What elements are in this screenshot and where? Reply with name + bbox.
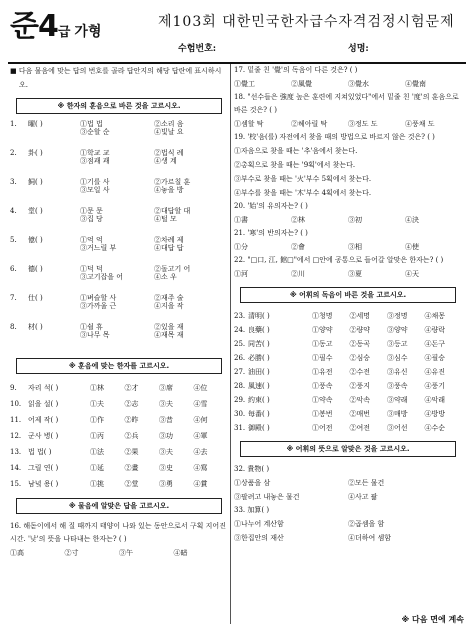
option[interactable]: ②가르칠 훈 (154, 178, 191, 186)
question-17: 17. 밑줄 친 '覺'의 독음이 다른 것은? ( ) (234, 66, 358, 74)
option[interactable]: ③거느릴 부 (80, 244, 117, 253)
option[interactable]: ④決 (405, 216, 419, 224)
option[interactable]: ①동고 (312, 339, 333, 348)
option[interactable]: ④대답 답 (154, 244, 184, 253)
option[interactable]: ④雪 (193, 399, 208, 408)
option[interactable]: ③정도 도 (348, 120, 378, 128)
option[interactable]: ④유진 (424, 367, 446, 376)
option[interactable]: ③覺水 (348, 80, 369, 88)
question-list-23-31 (234, 309, 462, 435)
question-26: 26. 必勝( ) ①필수 ②심승 ③심수 ④필승 (234, 351, 462, 365)
option[interactable]: ④부수를 찾을 때는 '木'부수 4획에서 찾는다. (234, 189, 372, 197)
option[interactable]: ①문 문 (80, 207, 103, 215)
question-22-options (234, 267, 462, 281)
option[interactable]: ①作 (90, 415, 104, 424)
grade-type: 가형 (74, 24, 102, 40)
option[interactable]: ②川 (291, 270, 305, 278)
option[interactable]: ③팔려고 내놓은 물건 (234, 493, 300, 501)
option[interactable]: ②畫 (124, 463, 139, 472)
option[interactable]: ③유신 (387, 367, 408, 376)
question-22: 22. "□口, 江, 館□"에서 □안에 공통으로 들어갈 알맞은 한자는? ( ) (234, 256, 444, 264)
question-25: 25. 同苦( ) ①동고 ②동곡 ③등고 ④돈구 (234, 337, 462, 351)
question-18-options (234, 117, 462, 131)
option[interactable]: ③가까울 근 (80, 302, 117, 311)
option[interactable]: ④놓을 방 (154, 186, 184, 195)
question-32: 32. 貴物( ) (234, 465, 270, 473)
question-19: 19. '校'음(를) 자전에서 찾을 때의 방법으로 바르지 않은 것은? ( ) (234, 133, 435, 141)
option[interactable]: ③모일 사 (80, 186, 110, 195)
left-column (10, 64, 228, 624)
instructions: ■ 다음 물음에 맞는 답의 번호를 골라 답안지의 해당 답란에 표시하시오. (10, 67, 222, 89)
option[interactable]: ④소 우 (154, 273, 177, 282)
option[interactable]: ①쉴 휴 (80, 323, 103, 331)
option[interactable]: ①나누어 계산함 (234, 520, 284, 528)
option[interactable]: ③어선 (387, 423, 408, 432)
option[interactable]: ②林 (291, 216, 305, 224)
option[interactable]: ②악속 (349, 395, 371, 404)
option[interactable]: ③매방 (387, 409, 408, 418)
exam-title: 제103회 대한민국한자급수자격검정시험문제 (158, 14, 455, 30)
grade-label (10, 10, 101, 45)
question-23: 23. 清明( ) ①청명 ②세명 ③정명 ④채몽 (234, 309, 462, 323)
question-15: 15. 남녘 용( ) ①挑 ②堂 ③勇 ④賞 (10, 476, 228, 492)
option[interactable]: ③집 당 (80, 215, 103, 224)
question-1: 1. 曜( ) ①법 법 ②소리 음 ③순할 순 ④빛날 요 (10, 120, 228, 149)
option[interactable]: ④寫 (193, 463, 208, 472)
option[interactable]: ②寸 (64, 549, 79, 557)
continue-notice: ※ 다음 면에 계속 (401, 614, 464, 624)
option[interactable]: ①林 (90, 383, 104, 392)
section-heading-reading: ※ 어휘의 독음이 바른 것을 고르시오. (240, 287, 456, 303)
question-27: 27. 油田( ) ①유전 ②수전 ③유신 ④유진 (234, 365, 462, 379)
question-17-options (234, 77, 462, 91)
option[interactable]: ③功 (159, 431, 173, 440)
option[interactable]: ②果 (124, 447, 139, 456)
option[interactable]: ②있을 재 (154, 323, 184, 331)
name-label: 성명: (348, 44, 369, 54)
grade-number: 준4 (10, 9, 58, 44)
option[interactable]: ②여전 (349, 423, 371, 432)
option[interactable]: ③夫 (159, 447, 173, 456)
option[interactable]: ①分 (234, 243, 248, 251)
option[interactable]: ②風覺 (291, 80, 312, 88)
question-18: 18. "선수들은 強度 높은 훈련에 지쳐있었다"에서 밑줄 친 '度'의 훈음으로 바른 것은? ( ) (234, 93, 459, 114)
option[interactable]: ③史 (159, 463, 173, 472)
option[interactable]: ①덕 덕 (80, 265, 103, 273)
option[interactable]: ③勇 (159, 479, 173, 488)
question-9: 9. 자리 석( ) ①林 ②才 ③席 ④位 (10, 380, 228, 396)
option[interactable]: ④使 (405, 243, 419, 251)
section-heading-meaning: ※ 어휘의 뜻으로 알맞은 것을 고르시오. (240, 441, 456, 457)
option[interactable]: ①高 (10, 549, 24, 557)
section-heading-questions: ※ 물음에 알맞은 답을 고르시오. (16, 498, 222, 514)
option[interactable]: ②세명 (349, 311, 371, 320)
question-32-options (234, 476, 462, 504)
option[interactable]: ①河 (234, 270, 248, 278)
option[interactable]: ①풍속 (312, 381, 333, 390)
question-21-options (234, 240, 462, 254)
option[interactable]: ③양약 (387, 325, 408, 334)
option[interactable]: ②돌고기 어 (154, 265, 191, 273)
option[interactable]: ①벼슬할 사 (80, 294, 117, 302)
question-30: 30. 每番( ) ①봉번 ②매번 ③매방 ④방방 (234, 407, 462, 421)
option[interactable]: ③昔 (159, 415, 173, 424)
question-24: 24. 良藥( ) ①양약 ②량약 ③양약 ④량락 (234, 323, 462, 337)
option[interactable]: ③相 (348, 243, 362, 251)
section-heading-hanja-meaning: ※ 한자의 훈음으로 바른 것을 고르시오. (16, 98, 222, 114)
question-list-9-15 (10, 380, 228, 492)
option[interactable]: ③한집안의 재산 (234, 534, 284, 542)
option[interactable]: ①어전 (312, 423, 333, 432)
option[interactable]: ④지을 작 (154, 302, 184, 311)
option[interactable]: ①覺工 (234, 80, 255, 88)
option[interactable]: ④생 계 (154, 157, 177, 166)
option[interactable]: ④풍채 도 (405, 120, 435, 128)
option[interactable]: ②총획으로 찾을 때는 '9획'에서 찾는다. (234, 161, 356, 169)
question-33-options (234, 517, 462, 545)
option[interactable]: ①상품을 삼 (234, 479, 271, 487)
option[interactable]: ②兵 (124, 431, 139, 440)
question-10: 10. 읽을 설( ) ①夫 ②志 ③夫 ④雪 (10, 396, 228, 412)
option[interactable]: ③夏 (348, 270, 362, 278)
option[interactable]: ④빛날 요 (154, 128, 184, 137)
option[interactable]: ③약래 (387, 395, 408, 404)
option[interactable]: ③午 (119, 549, 133, 557)
option[interactable]: ③등고 (387, 339, 408, 348)
option[interactable]: ④賞 (193, 479, 208, 488)
option[interactable]: ④去 (193, 447, 208, 456)
exam-header (8, 4, 466, 62)
option[interactable]: ②會 (291, 243, 305, 251)
option[interactable]: ①억 억 (80, 236, 103, 244)
option[interactable]: ①약속 (312, 395, 333, 404)
option[interactable]: ②昨 (124, 415, 139, 424)
option[interactable]: ①청명 (312, 311, 333, 320)
option[interactable]: ④방방 (424, 409, 446, 418)
option[interactable]: ④天 (405, 270, 419, 278)
question-13: 13. 법 법( ) ①法 ②果 ③夫 ④去 (10, 444, 228, 460)
option[interactable]: ④돈구 (424, 339, 446, 348)
option[interactable]: ②재주 술 (154, 294, 184, 302)
question-16-options (10, 546, 228, 560)
question-list-1-8 (10, 120, 228, 352)
question-21: 21. '寒'의 반의자는? ( ) (234, 229, 308, 237)
option[interactable]: ②소리 음 (154, 120, 184, 128)
option[interactable]: ①유전 (312, 367, 333, 376)
option[interactable]: ②차례 제 (154, 236, 184, 244)
option[interactable]: ①丙 (90, 431, 104, 440)
option[interactable]: ①延 (90, 463, 104, 472)
option[interactable]: ④暗 (173, 549, 188, 557)
right-column (234, 64, 462, 624)
question-2: 2. 卦( ) ①학교 교 ②법식 례 ③점괘 괘 ④생 계 (10, 149, 228, 178)
option[interactable]: ②곱셈을 함 (348, 520, 385, 528)
option[interactable]: ②풍지 (349, 381, 371, 390)
question-28: 28. 風速( ) ①풍속 ②풍지 ③풍속 ④풍기 (234, 379, 462, 393)
question-7: 7. 仕( ) ①벼슬할 사 ②재주 술 ③가까울 근 ④지을 작 (10, 294, 228, 323)
option[interactable]: ①필수 (312, 353, 333, 362)
question-11: 11. 어제 작( ) ①作 ②昨 ③昔 ④何 (10, 412, 228, 428)
option[interactable]: ④覺南 (405, 80, 426, 88)
option[interactable]: ①봉번 (312, 409, 333, 418)
option[interactable]: ④수순 (424, 423, 446, 432)
option[interactable]: ③순할 순 (80, 128, 110, 137)
option[interactable]: ②대답할 대 (154, 207, 191, 215)
option[interactable]: ①양약 (312, 325, 333, 334)
option[interactable]: ③夫 (159, 399, 173, 408)
option[interactable]: ①挑 (90, 479, 104, 488)
question-8: 8. 材( ) ①쉴 휴 ②있을 재 ③나무 목 ④재목 재 (10, 323, 228, 352)
option[interactable]: ④何 (193, 415, 208, 424)
option[interactable]: ①학교 교 (80, 149, 110, 157)
option[interactable]: ④악래 (424, 395, 446, 404)
option[interactable]: ④필승 (424, 353, 446, 362)
option[interactable]: ②심승 (349, 353, 371, 362)
option[interactable]: ③席 (159, 383, 173, 392)
question-3: 3. 飼( ) ①기를 사 ②가르칠 훈 ③모일 사 ④놓을 방 (10, 178, 228, 207)
option[interactable]: ④재목 재 (154, 331, 184, 340)
option[interactable]: ②모든 물건 (348, 479, 385, 487)
option[interactable]: ②매번 (349, 409, 371, 418)
option[interactable]: ①書 (234, 216, 248, 224)
option[interactable]: ③점괘 괘 (80, 157, 110, 166)
option[interactable]: ④량락 (424, 325, 446, 334)
question-20: 20. '始'의 유의자는? ( ) (234, 202, 308, 210)
question-12: 12. 군사 병( ) ①丙 ②兵 ③功 ④軍 (10, 428, 228, 444)
question-19-options (234, 144, 462, 200)
option[interactable]: ④사고 팖 (348, 493, 378, 501)
question-20-options (234, 213, 462, 227)
option[interactable]: ②량약 (349, 325, 371, 334)
option[interactable]: ②志 (124, 399, 139, 408)
option[interactable]: ②才 (124, 383, 139, 392)
question-16: 16. 해돋이에서 해 질 때까지 태양이 나와 있는 동안으로서 구획 지어진 시간. '낮'의 뜻을 나타내는 한자는? ( ) (10, 522, 226, 543)
option[interactable]: ④털 모 (154, 215, 177, 224)
option[interactable]: ②堂 (124, 479, 139, 488)
option[interactable]: ②수전 (349, 367, 371, 376)
column-divider (230, 64, 231, 624)
question-33: 33. 加算( ) (234, 506, 270, 514)
option[interactable]: ①자음으로 찾을 때는 '추'음에서 찾는다. (234, 147, 358, 155)
question-14: 14. 그릴 연( ) ①延 ②畫 ③史 ④寫 (10, 460, 228, 476)
option[interactable]: ①夫 (90, 399, 104, 408)
option[interactable]: ①셈할 탁 (234, 120, 264, 128)
option[interactable]: ④풍기 (424, 381, 446, 390)
option[interactable]: ③심수 (387, 353, 408, 362)
exam-id-label: 수험번호: (178, 44, 217, 54)
option[interactable]: ①法 (90, 447, 104, 456)
option[interactable]: ③고기잡을 어 (80, 273, 124, 282)
option[interactable]: ③정명 (387, 311, 408, 320)
option[interactable]: ①기를 사 (80, 178, 110, 186)
option[interactable]: ②동곡 (349, 339, 371, 348)
question-6: 6. 德( ) ①덕 덕 ②돌고기 어 ③고기잡을 어 ④소 우 (10, 265, 228, 294)
option[interactable]: ④位 (193, 383, 208, 392)
option[interactable]: ③初 (348, 216, 362, 224)
option[interactable]: ①법 법 (80, 120, 103, 128)
option[interactable]: ③풍속 (387, 381, 408, 390)
question-5: 5. 億( ) ①억 억 ②차례 제 ③거느릴 부 ④대답 답 (10, 236, 228, 265)
option[interactable]: ④채몽 (424, 311, 446, 320)
option[interactable]: ②법식 례 (154, 149, 184, 157)
option[interactable]: ②헤아릴 탁 (291, 120, 328, 128)
option[interactable]: ④軍 (193, 431, 208, 440)
question-29: 29. 約束( ) ①약속 ②악속 ③약래 ④악래 (234, 393, 462, 407)
option[interactable]: ④더하여 셈함 (348, 534, 392, 542)
section-heading-hanja-select: ※ 훈음에 맞는 한자를 고르시오. (16, 358, 222, 374)
question-31: 31. 御殿( ) ①어전 ②여전 ③어선 ④수순 (234, 421, 462, 435)
grade-unit: 급 (57, 25, 71, 40)
question-4: 4. 堂( ) ①문 문 ②대답할 대 ③집 당 ④털 모 (10, 207, 228, 236)
option[interactable]: ③나무 목 (80, 331, 110, 340)
option[interactable]: ③부수로 찾을 때는 '火'부수 5획에서 찾는다. (234, 175, 372, 183)
